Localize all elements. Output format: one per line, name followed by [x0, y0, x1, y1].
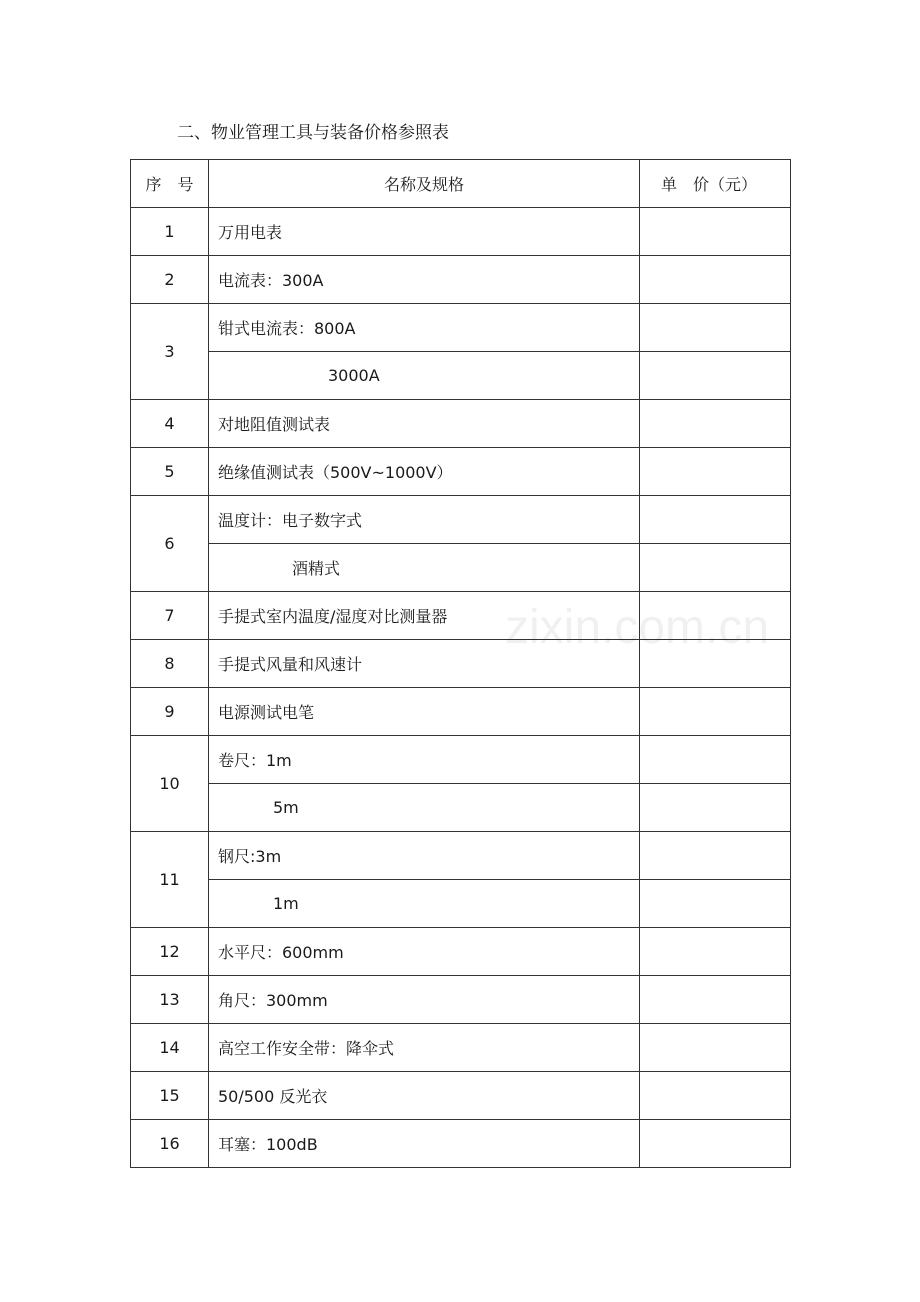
watermark: zixin.com.cn	[505, 601, 770, 654]
table-row	[131, 208, 791, 256]
item-name: 手提式风量和风速计	[209, 640, 640, 688]
item-sub-spec-text: 3000A	[328, 366, 380, 385]
price-cell	[640, 208, 791, 256]
row-number: 3	[131, 304, 209, 400]
table-row	[131, 256, 791, 304]
table-row	[131, 400, 791, 448]
row-number: 14	[131, 1024, 209, 1072]
row-number: 13	[131, 976, 209, 1024]
table-row	[131, 496, 791, 544]
item-sub-spec-text: 酒精式	[292, 559, 341, 578]
table-row	[131, 544, 791, 592]
table-row	[131, 592, 791, 640]
table-header-row	[131, 160, 791, 208]
item-sub-spec	[209, 352, 640, 400]
item-name: 绝缘值测试表（500V~1000V）	[209, 448, 640, 496]
row-number: 2	[131, 256, 209, 304]
table-row	[131, 736, 791, 784]
item-name: 钳式电流表：800A	[209, 304, 640, 352]
item-name: 温度计：电子数字式	[209, 496, 640, 544]
table-row	[131, 832, 791, 880]
table-row	[131, 880, 791, 928]
table-row	[131, 976, 791, 1024]
item-name: 水平尺：600mm	[209, 928, 640, 976]
row-number: 10	[131, 736, 209, 832]
item-name: 角尺：300mm	[209, 976, 640, 1024]
item-name: 卷尺：1m	[209, 736, 640, 784]
header-unit-price: 单 价（元）	[640, 160, 791, 208]
price-cell	[640, 304, 791, 352]
row-number: 11	[131, 832, 209, 928]
price-cell	[640, 496, 791, 544]
table-row	[131, 1120, 791, 1168]
page-title: 二、物业管理工具与装备价格参照表	[177, 123, 449, 143]
header-serial-number: 序 号	[131, 160, 209, 208]
item-sub-spec	[209, 544, 640, 592]
price-cell	[640, 1120, 791, 1168]
item-name: 高空工作安全带：降伞式	[209, 1024, 640, 1072]
item-sub-spec	[209, 784, 640, 832]
price-cell	[640, 1072, 791, 1120]
price-cell	[640, 352, 791, 400]
price-cell	[640, 592, 791, 640]
row-number: 16	[131, 1120, 209, 1168]
price-cell	[640, 832, 791, 880]
row-number: 8	[131, 640, 209, 688]
item-sub-spec-text: 5m	[273, 798, 299, 817]
table-row	[131, 1024, 791, 1072]
row-number: 5	[131, 448, 209, 496]
row-number: 12	[131, 928, 209, 976]
header-name-spec: 名称及规格	[209, 160, 640, 208]
table-row	[131, 928, 791, 976]
item-name: 手提式室内温度/湿度对比测量器	[209, 592, 640, 640]
price-cell	[640, 928, 791, 976]
item-sub-spec	[209, 880, 640, 928]
table-row	[131, 448, 791, 496]
row-number: 7	[131, 592, 209, 640]
price-cell	[640, 736, 791, 784]
row-number: 15	[131, 1072, 209, 1120]
item-sub-spec-text: 1m	[273, 894, 299, 913]
table-row	[131, 688, 791, 736]
price-cell	[640, 400, 791, 448]
row-number: 9	[131, 688, 209, 736]
price-reference-table	[130, 159, 791, 1168]
price-cell	[640, 880, 791, 928]
price-cell	[640, 448, 791, 496]
item-name: 万用电表	[209, 208, 640, 256]
row-number: 6	[131, 496, 209, 592]
row-number: 4	[131, 400, 209, 448]
item-name: 电流表：300A	[209, 256, 640, 304]
price-cell	[640, 688, 791, 736]
item-name: 50/500 反光衣	[209, 1072, 640, 1120]
table-row	[131, 640, 791, 688]
item-name: 对地阻值测试表	[209, 400, 640, 448]
table-row	[131, 784, 791, 832]
price-cell	[640, 976, 791, 1024]
price-cell	[640, 640, 791, 688]
price-cell	[640, 1024, 791, 1072]
price-cell	[640, 544, 791, 592]
table-row	[131, 352, 791, 400]
table-row	[131, 1072, 791, 1120]
item-name: 耳塞：100dB	[209, 1120, 640, 1168]
price-cell	[640, 256, 791, 304]
row-number: 1	[131, 208, 209, 256]
item-name: 电源测试电笔	[209, 688, 640, 736]
table-row	[131, 304, 791, 352]
price-cell	[640, 784, 791, 832]
item-name: 钢尺:3m	[209, 832, 640, 880]
